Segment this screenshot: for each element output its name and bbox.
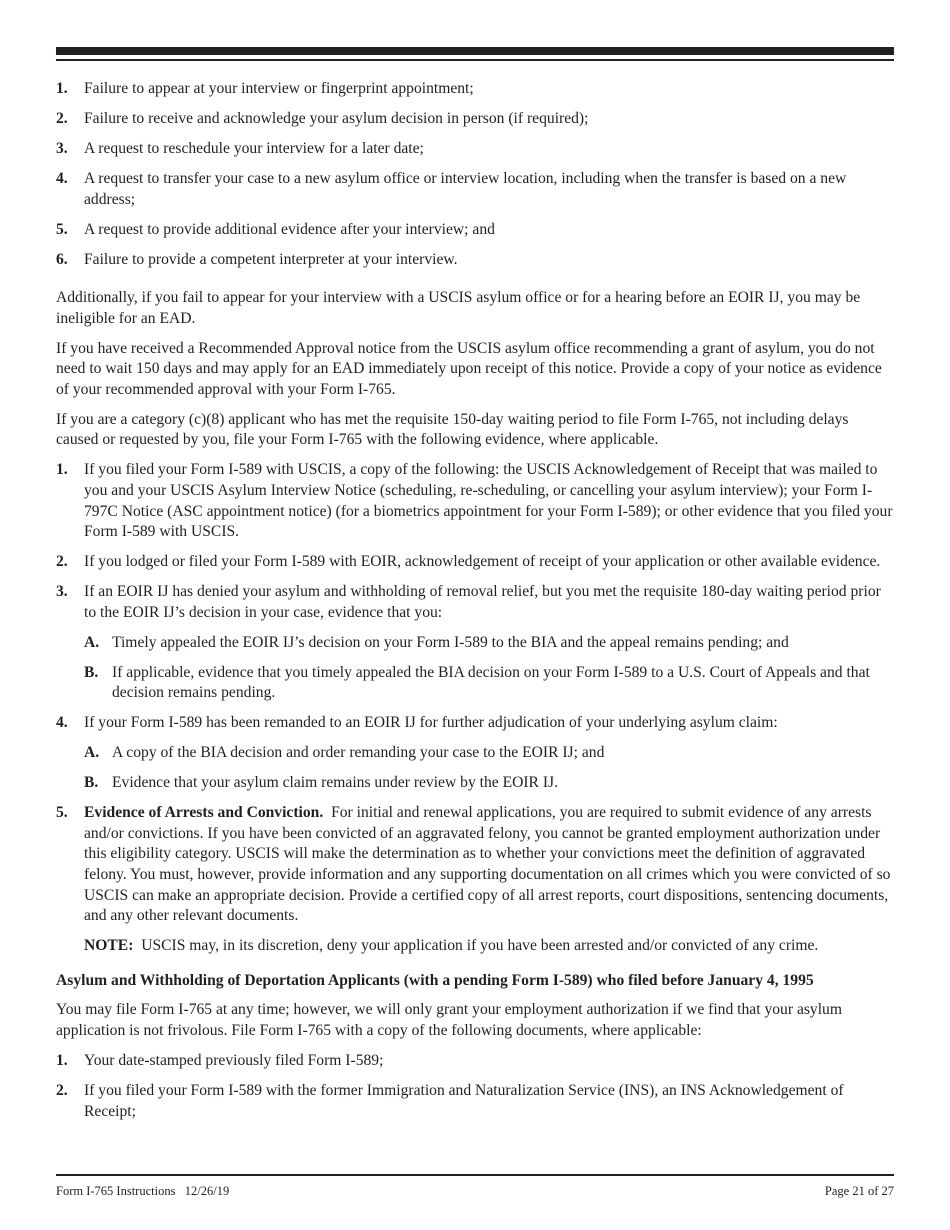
item-text: If you filed your Form I-589 with the former Immigration and Naturalization Service (INS), an INS Acknowledgement of Receipt; <box>84 1081 844 1120</box>
item-number: 2. <box>56 553 68 571</box>
paragraph-c8-applicant: If you are a category (c)(8) applicant who has met the requisite 150-day waiting period to file Form I-765, not including delays caused or requested by you, file your Form I-765 with the following evidence, where applicable. <box>56 410 849 449</box>
list-item <box>56 109 894 130</box>
sub-list-item <box>56 633 894 654</box>
paragraph-recommended-approval: If you have received a Recommended Approval notice from the USCIS asylum office recommending a grant of asylum, you do not need to wait 150 days and may apply for an EAD immediately upon receipt of this notice. Provide a copy of your notice as evidence of your recommended approval with your Form I-765. <box>56 339 882 398</box>
item-text: Failure to provide a competent interpreter at your interview. <box>84 250 458 268</box>
note <box>56 936 894 957</box>
item-number: 1. <box>56 1052 68 1069</box>
item-number: 4. <box>56 169 68 187</box>
item-text: If you filed your Form I-589 with USCIS, a copy of the following: the USCIS Acknowledgement of Receipt that was mailed to you and your USCIS Asylum Interview Notice (scheduling, re-scheduling, or cancelling your asylum interview); your Form I-797C Notice (ASC appointment notice) (for a biometrics appointment for your Form I-589); or other evidence that you filed your Form I-589 with USCIS. <box>84 461 893 541</box>
item-text: Your date-stamped previously filed Form I-589; <box>84 1052 384 1069</box>
item-text: If you lodged or filed your Form I-589 with EOIR, acknowledgement of receipt of your application or other available evidence. <box>84 553 881 571</box>
list-item <box>56 713 894 734</box>
list-item <box>56 139 894 160</box>
item-text: A request to reschedule your interview for a later date; <box>84 139 424 157</box>
sub-list-item <box>56 773 894 794</box>
item-text: Timely appealed the EOIR IJ’s decision on your Form I-589 to the BIA and the appeal remains pending; and <box>112 633 789 651</box>
footer-rule <box>56 1174 894 1176</box>
paragraph-ead-ineligible: Additionally, if you fail to appear for your interview with a USCIS asylum office or for a hearing before an EOIR IJ, you may be ineligible for an EAD. <box>56 289 861 327</box>
note-label: NOTE: <box>84 937 134 955</box>
list-item <box>56 1081 894 1122</box>
item-letter: B. <box>84 774 99 792</box>
item-number: 3. <box>56 583 68 601</box>
item-bold-title: Evidence of Arrests and Conviction. <box>84 804 324 822</box>
item-text: Failure to appear at your interview or fingerprint appointment; <box>84 80 474 97</box>
list-item <box>56 803 894 927</box>
item-letter: A. <box>84 633 100 651</box>
header-rule-thick <box>56 47 894 55</box>
item-text: If your Form I-589 has been remanded to an EOIR IJ for further adjudication of your underlying asylum claim: <box>84 714 778 732</box>
item-number: 4. <box>56 714 68 732</box>
item-text: If applicable, evidence that you timely appealed the BIA decision on your Form I-589 to a U.S. Court of Appeals and that decision remains pending. <box>112 663 870 702</box>
item-text: For initial and renewal applications, you are required to submit evidence of any arrests and/or convictions. If you have been convicted of an aggravated felony, you cannot be granted employment authorization under this eligibility category. USCIS will make the determination as to whether your convictions meet the definition of aggravated felony. You must, however, provide information and any supporting documentation on all crimes which you were convicted of so USCIS can make an appropriate decision. Provide a certified copy of all arrest reports, court dispositions, sentencing documents, and any other relevant documents. <box>84 804 891 925</box>
form-identifier: Form I-765 Instructions 12/26/19 <box>56 1184 230 1198</box>
item-number: 6. <box>56 250 68 268</box>
list-item <box>56 79 894 100</box>
item-text: A request to transfer your case to a new asylum office or interview location, including when the transfer is based on a new address; <box>84 169 847 208</box>
item-text: A request to provide additional evidence after your interview; and <box>84 220 495 238</box>
paragraph-any-time: You may file Form I-765 at any time; however, we will only grant your employment authorization if we find that your asylum application is not frivolous. File Form I-765 with a copy of the following documents, where applicable: <box>56 1001 842 1040</box>
page-number: Page 21 of 27 <box>824 1184 894 1198</box>
list-item <box>56 250 894 271</box>
sub-list-item <box>56 663 894 704</box>
item-letter: B. <box>84 663 99 681</box>
item-text: Failure to receive and acknowledge your asylum decision in person (if required); <box>84 109 589 127</box>
page-content <box>56 79 894 1132</box>
item-number: 1. <box>56 80 68 97</box>
item-number: 1. <box>56 461 68 479</box>
note-text: USCIS may, in its discretion, deny your application if you have been arrested and/or convicted of any crime. <box>141 937 819 955</box>
list-item <box>56 582 894 623</box>
list-item <box>56 460 894 542</box>
item-text: If an EOIR IJ has denied your asylum and withholding of removal relief, but you met the requisite 180-day waiting period prior to the EOIR IJ’s decision in your case, evidence that you: <box>84 583 881 621</box>
page-footer <box>56 1183 894 1199</box>
item-number: 5. <box>56 220 68 238</box>
item-number: 2. <box>56 109 68 127</box>
list-item <box>56 220 894 241</box>
sub-list-item <box>56 743 894 764</box>
item-letter: A. <box>84 744 100 762</box>
header-rule-thin <box>56 59 894 61</box>
item-number: 5. <box>56 804 68 822</box>
item-number: 2. <box>56 1081 68 1099</box>
item-text: A copy of the BIA decision and order remanding your case to the EOIR IJ; and <box>112 744 605 762</box>
list-item <box>56 552 894 573</box>
list-item <box>56 1051 894 1072</box>
item-number: 3. <box>56 139 68 157</box>
item-text: Evidence that your asylum claim remains under review by the EOIR IJ. <box>112 774 559 792</box>
list-item <box>56 169 894 210</box>
section-heading: Asylum and Withholding of Deportation Applicants (with a pending Form I-589) who filed before January 4, 1995 <box>56 971 814 989</box>
